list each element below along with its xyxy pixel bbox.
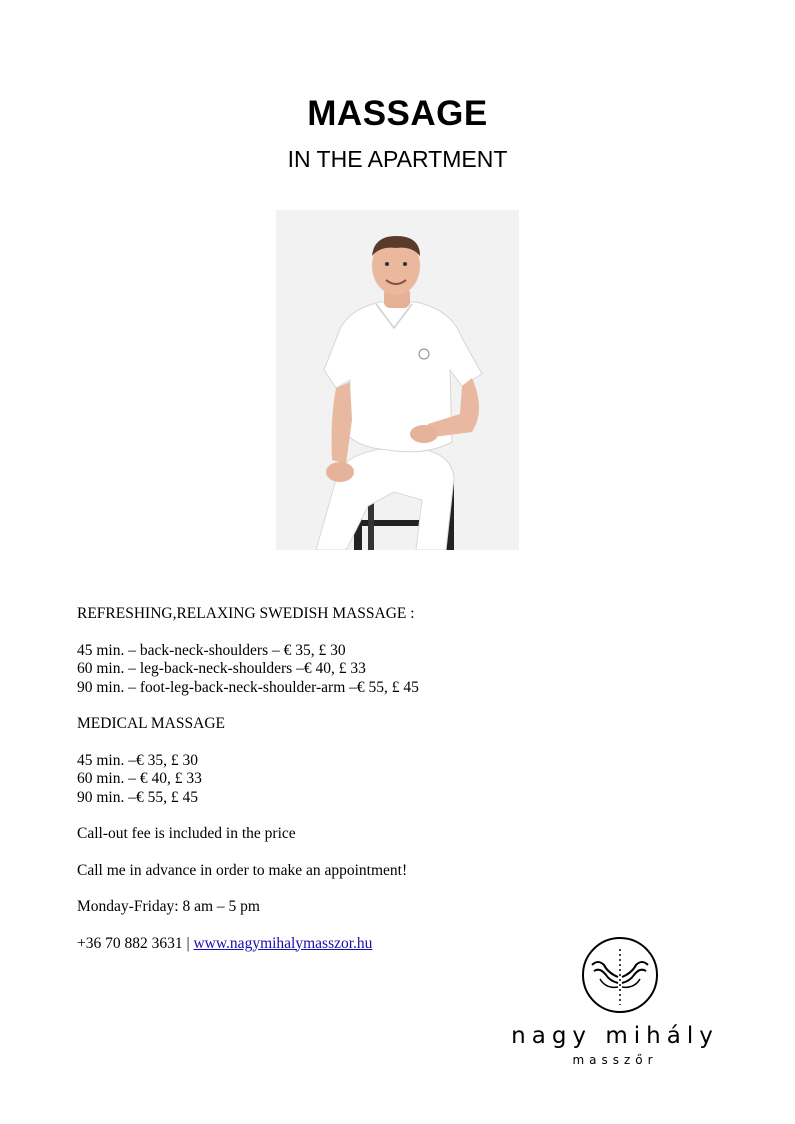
brand-logo <box>480 935 750 1075</box>
list-item: 90 min. – foot-leg-back-neck-shoulder-arm –€ 55, £ 45 <box>77 678 419 696</box>
logo-name: nagy mihály <box>511 1023 719 1049</box>
opening-hours: Monday-Friday: 8 am – 5 pm <box>77 898 260 915</box>
appointment-note: Call me in advance in order to make an appointment! <box>77 861 408 879</box>
list-item: 90 min. –€ 55, £ 45 <box>77 788 198 806</box>
masseur-photo <box>276 210 519 550</box>
website-link[interactable]: www.nagymihalymasszor.hu <box>193 934 373 952</box>
swedish-heading: REFRESHING,RELAXING SWEDISH MASSAGE : <box>77 605 415 622</box>
list-item: 45 min. – back-neck-shoulders – € 35, £ 30 <box>77 641 346 659</box>
list-item: 60 min. – leg-back-neck-shoulders –€ 40, £ 33 <box>77 660 366 677</box>
page-subtitle: IN THE APARTMENT <box>287 146 508 172</box>
list-item: 60 min. – € 40, £ 33 <box>77 770 202 787</box>
medical-heading: MEDICAL MASSAGE <box>77 715 225 732</box>
phone-number[interactable]: +36 70 882 3631 <box>77 934 183 952</box>
hands-circle-logo-icon <box>480 935 750 1025</box>
price-list <box>77 605 717 971</box>
list-item: 45 min. –€ 35, £ 30 <box>77 751 198 769</box>
contact-separator: | <box>182 934 194 952</box>
masseur-portrait-icon <box>276 210 519 550</box>
logo-subtitle: masszőr <box>572 1053 658 1067</box>
callout-note: Call-out fee is included in the price <box>77 825 296 842</box>
page-title: MASSAGE <box>307 94 488 133</box>
